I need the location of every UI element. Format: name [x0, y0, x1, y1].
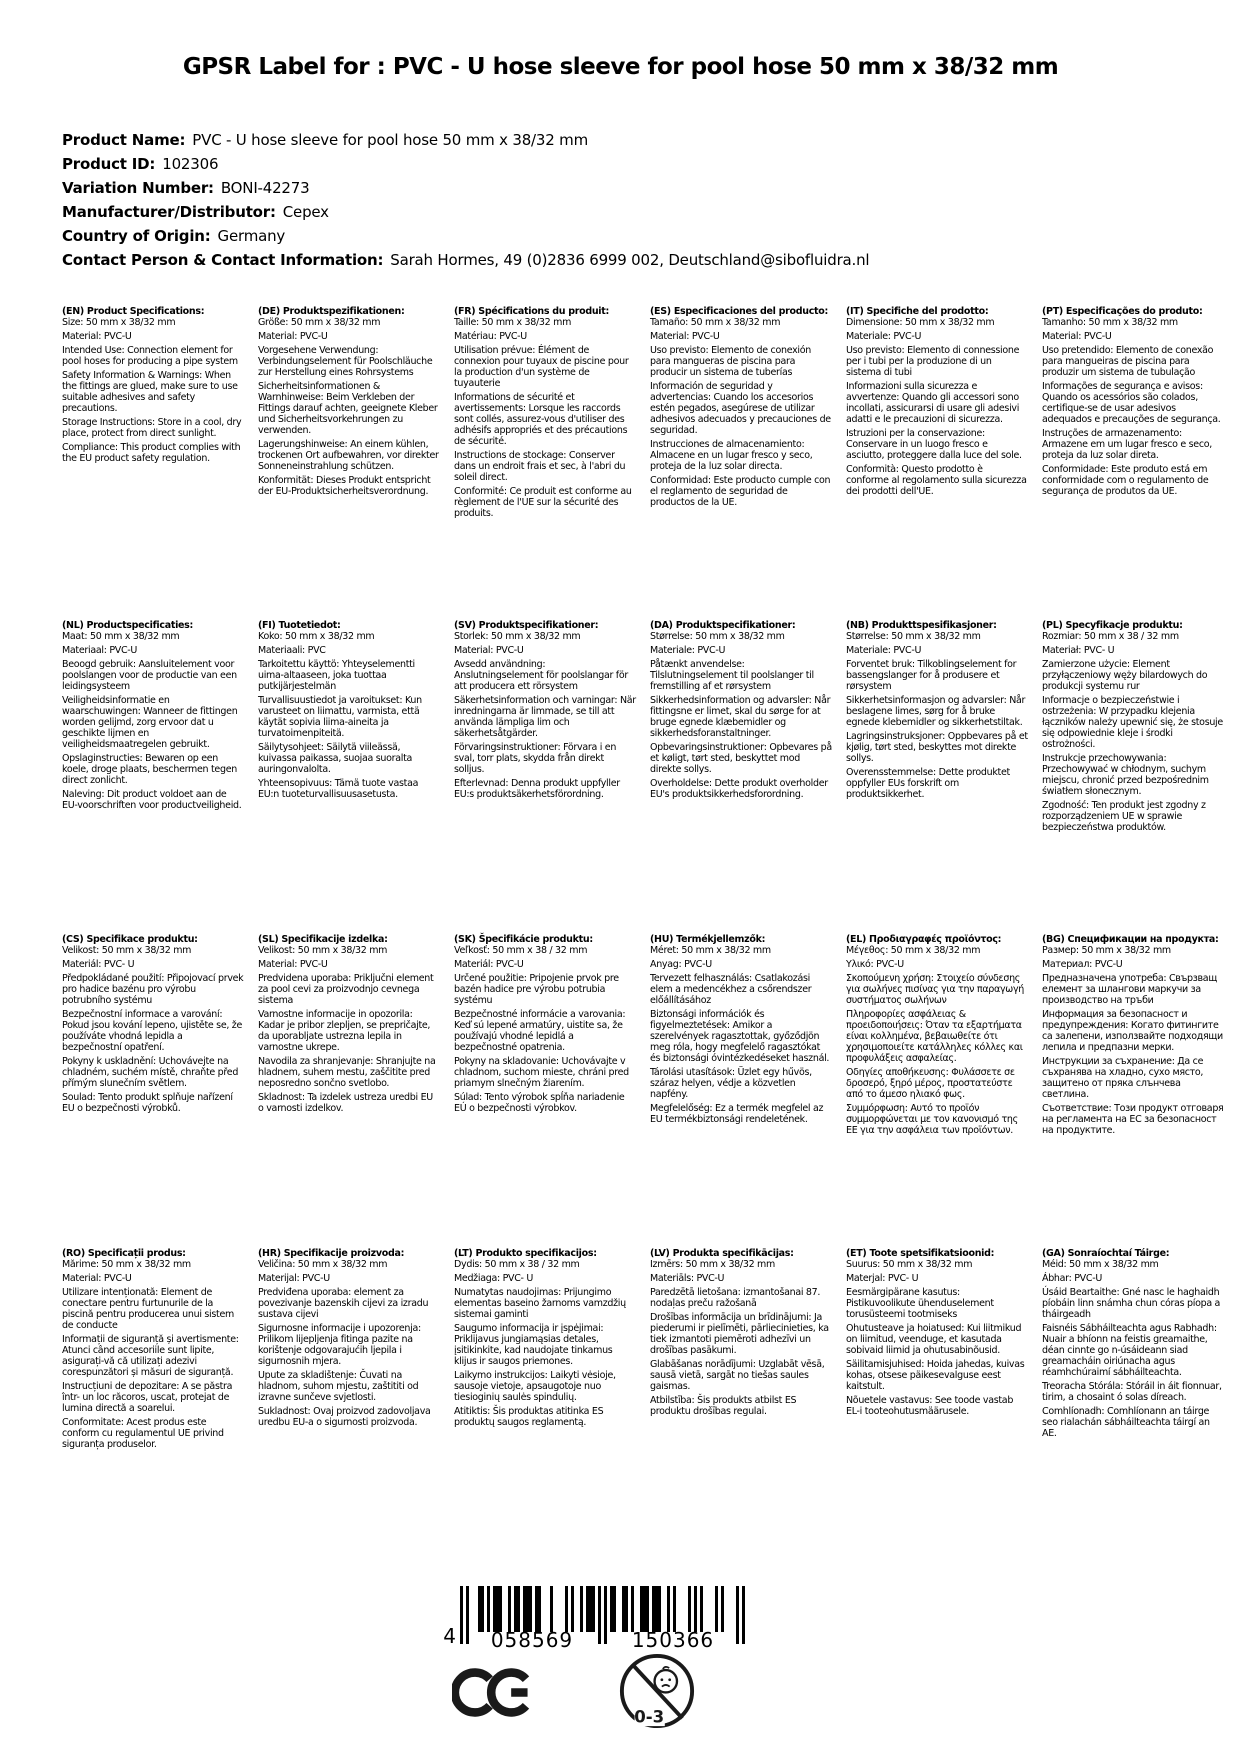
language-section	[846, 306, 1042, 620]
language-section	[846, 1248, 1042, 1562]
section-paragraph: Ohutusteave ja hoiatused: Kui liitmikud on liimitud, veenduge, et kasutada sobivaid liimid ja ohutusabinõusid.	[846, 1323, 1022, 1356]
product-info-value: Sarah Hormes, 49 (0)2836 6999 002, Deutschland@sibofluidra.nl	[390, 251, 870, 269]
product-info-line	[62, 128, 869, 152]
section-paragraph: Materiał: PVC- U	[1042, 645, 1115, 656]
language-section	[62, 1248, 258, 1562]
section-paragraph: Utilisation prévue: Élément de connexion pour tuyaux de piscine pour la production d'un système de tuyauterie	[454, 345, 629, 389]
section-paragraph: Størrelse: 50 mm x 38/32 mm	[846, 631, 981, 642]
section-paragraph: Navodila za shranjevanje: Shranjujte na hladnem, suhem mestu, zaščitite pred neposredno sončno svetlobo.	[258, 1056, 436, 1089]
language-section	[62, 934, 258, 1248]
section-paragraph: Материал: PVC-U	[1042, 959, 1123, 970]
barcode-digits-right: 150366	[631, 1628, 715, 1652]
section-paragraph: Upute za skladištenje: Čuvati na hladnom, suhom mjestu, zaštititi od izravne sunčeve svjetlosti.	[258, 1370, 419, 1403]
section-paragraph: Sicherheitsinformationen & Warnhinweise: Beim Verkleben der Fittings darauf achten, geeignete Kleber und Sicherheitsvorkehrungen zu verwenden.	[258, 381, 438, 436]
section-paragraph: Размер: 50 mm x 38/32 mm	[1042, 945, 1171, 956]
product-info-line	[62, 200, 869, 224]
ean13-barcode	[432, 1586, 752, 1658]
section-paragraph: Instructions de stockage: Conserver dans un endroit frais et sec, à l'abri du soleil direct.	[454, 450, 626, 483]
language-section	[454, 620, 650, 934]
section-paragraph: Sikkerhedsinformation og advarsler: Når fittingsne er limet, skal du sørge for at bruge egnede klæbemidler og sikkerhedsforanstaltninger.	[650, 695, 831, 739]
section-header: (RO) Specificații produs:	[62, 1248, 186, 1259]
product-info-line	[62, 248, 869, 272]
section-paragraph: Comhlíonadh: Comhlíonann an táirge seo rialachán sábháilteachta táirgí an AE.	[1042, 1406, 1210, 1439]
section-header: (PL) Specyfikacje produktu:	[1042, 620, 1183, 631]
section-paragraph: Určené použitie: Pripojenie prvok pre bazén hadice pre výrobu potrubia systému	[454, 973, 619, 1006]
section-paragraph: Yhteensopivuus: Tämä tuote vastaa EU:n tuoteturvallisuusasetusta.	[258, 778, 419, 800]
language-section	[454, 934, 650, 1248]
section-paragraph: Sikkerhetsinformasjon og advarsler: Når beslagene limes, sørg for å bruke egnede klebemidler og sikkerhetstiltak.	[846, 695, 1026, 728]
section-paragraph: Información de seguridad y advertencias: Cuando los accesorios estén pegados, asegúrese de utilizar adhesivos adecuados y precauciones de seguridad.	[650, 381, 831, 436]
section-paragraph: Ábhar: PVC-U	[1042, 1273, 1102, 1284]
section-paragraph: Medžiaga: PVC- U	[454, 1273, 534, 1284]
section-paragraph: Größe: 50 mm x 38/32 mm	[258, 317, 381, 328]
product-info-value: Germany	[217, 227, 286, 245]
section-paragraph: Faisnéis Sábháilteachta agus Rabhadh: Nuair a bhíonn na feistis greamaithe, déan cinnte go n-úsáideann siad greamacháin oiriúnacha agus réamhchúraimí sábháilteachta.	[1042, 1323, 1217, 1378]
section-paragraph: Säilitamisjuhised: Hoida jahedas, kuivas kohas, otsese päikesevalguse eest kaitstult.	[846, 1359, 1025, 1392]
section-paragraph: Zamierzone użycie: Element przyłączeniowy węży bilardowych do produkcji systemu rur	[1042, 659, 1208, 692]
section-paragraph: Material: PVC-U	[258, 959, 328, 970]
product-info-value: PVC - U hose sleeve for pool hose 50 mm x 38/32 mm	[192, 131, 588, 149]
section-paragraph: Taille: 50 mm x 38/32 mm	[454, 317, 572, 328]
section-paragraph: Conformité: Ce produit est conforme au règlement de l'UE sur la sécurité des produits.	[454, 486, 632, 519]
product-info-label: Country of Origin:	[62, 227, 211, 245]
section-paragraph: Atitiktis: Šis produktas atitinka ES produktų saugos reglamentą.	[454, 1406, 604, 1428]
section-paragraph: Utilizare intenționată: Element de conectare pentru furtunurile de la piscină pentru producerea unui sistem de conducte	[62, 1287, 234, 1331]
section-paragraph: Sigurnosne informacije i upozorenja: Prilikom lijepljenja fitinga pazite na korištenje odgovarajućih ljepila i sigurnosnih mjera.	[258, 1323, 421, 1367]
section-header: (CS) Specifikace produktu:	[62, 934, 198, 945]
section-paragraph: Předpokládané použití: Připojovací prvek pro hadice bazénu pro výrobu potrubního systému	[62, 973, 244, 1006]
product-info	[62, 128, 869, 272]
section-paragraph: Säkerhetsinformation och varningar: När inredningarna är limmade, se till att använda lämpliga lim och säkerhetsåtgärder.	[454, 695, 636, 739]
section-header: (EL) Προδιαγραφές προϊόντος:	[846, 934, 1002, 945]
language-section	[454, 1248, 650, 1562]
section-header: (GA) Sonraíochtaí Táirge:	[1042, 1248, 1170, 1259]
section-paragraph: Suurus: 50 mm x 38/32 mm	[846, 1259, 973, 1270]
section-paragraph: Uso previsto: Elemento de conexión para mangueras de piscina para producir un sistema de tuberías	[650, 345, 811, 378]
section-paragraph: Dimensione: 50 mm x 38/32 mm	[846, 317, 995, 328]
language-section	[62, 620, 258, 934]
section-paragraph: Safety Information & Warnings: When the fittings are glued, make sure to use suitable adhesives and safety precautions.	[62, 370, 238, 414]
section-paragraph: Instrucciones de almacenamiento: Almacene en un lugar fresco y seco, proteja de la luz solar directa.	[650, 439, 813, 472]
language-section	[650, 934, 846, 1248]
section-paragraph: Material: PVC-U	[62, 331, 132, 342]
section-paragraph: Materiál: PVC-U	[454, 959, 524, 970]
section-paragraph: Avsedd användning: Anslutningselement för poolslangar för att producera ett rörsystem	[454, 659, 628, 692]
section-paragraph: Maat: 50 mm x 38/32 mm	[62, 631, 180, 642]
section-paragraph: Veličina: 50 mm x 38/32 mm	[258, 1259, 388, 1270]
section-paragraph: Konformität: Dieses Produkt entspricht der EU-Produktsicherheitsverordnung.	[258, 475, 431, 497]
section-paragraph: Υλικό: PVC-U	[846, 959, 904, 970]
section-paragraph: Material: PVC-U	[650, 331, 720, 342]
section-paragraph: Turvallisuustiedot ja varoitukset: Kun varusteet on liimattu, varmista, että käytät sopivia liima-aineita ja turvatoimenpiteitä.	[258, 695, 422, 739]
section-paragraph: Biztonsági információk és figyelmeztetések: Amikor a szerelvények ragasztottak, győződjön meg róla, hogy megfelelő ragasztókat és biztonsági óvintézkedéseket használ.	[650, 1009, 830, 1064]
section-paragraph: Istruzioni per la conservazione: Conservare in un luogo fresco e asciutto, proteggere dalla luce del sole.	[846, 428, 1022, 461]
section-paragraph: Méret: 50 mm x 38/32 mm	[650, 945, 771, 956]
section-paragraph: Compliance: This product complies with the EU product safety regulation.	[62, 442, 241, 464]
section-paragraph: Инструкции за съхранение: Да се съхранява на хладно, сухо място, защитено от пряка слънчева светлина.	[1042, 1056, 1204, 1100]
section-header: (IT) Specifiche del prodotto:	[846, 306, 989, 317]
section-paragraph: Opslaginstructies: Bewaren op een koele, droge plaats, beschermen tegen direct zonlicht.	[62, 753, 237, 786]
section-paragraph: Úsáid Beartaithe: Gné nasc le haghaidh píobáin linn snámha chun córas píopa a tháirgeadh	[1042, 1287, 1221, 1320]
language-section	[258, 306, 454, 620]
product-info-label: Manufacturer/Distributor:	[62, 203, 276, 221]
section-header: (SK) Špecifikácie produktu:	[454, 934, 593, 945]
page-title: GPSR Label for : PVC - U hose sleeve for pool hose 50 mm x 38/32 mm	[182, 54, 1059, 80]
section-header: (PT) Especificações do produto:	[1042, 306, 1203, 317]
section-paragraph: Material: PVC-U	[258, 331, 328, 342]
section-paragraph: Materijal: PVC-U	[258, 1273, 330, 1284]
section-paragraph: Velikost: 50 mm x 38/32 mm	[258, 945, 388, 956]
section-paragraph: Pokyny na skladovanie: Uchovávajte v chladnom, suchom mieste, chráni pred priamym slnečným žiarením.	[454, 1056, 629, 1089]
section-header: (SV) Produktspecifikationer:	[454, 620, 599, 631]
section-paragraph: Tervezett felhasználás: Csatlakozási elem a medencékhez a csőrendszer előállításához	[650, 973, 812, 1006]
section-header: (DA) Produktspecifikationer:	[650, 620, 796, 631]
language-section	[62, 306, 258, 620]
language-section	[454, 306, 650, 620]
section-paragraph: Säilytysohjeet: Säilytä viileässä, kuivassa paikassa, suojaa suoralta auringonvalolta.	[258, 742, 413, 775]
language-section	[258, 934, 454, 1248]
section-paragraph: Predviđena uporaba: element za povezivanje bazenskih cijevi za izradu sustava cijevi	[258, 1287, 429, 1320]
section-paragraph: Naleving: Dit product voldoet aan de EU-voorschriften voor productveiligheid.	[62, 789, 242, 811]
section-paragraph: Materiaali: PVC	[258, 645, 326, 656]
section-paragraph: Съответствие: Този продукт отговаря на регламента на ЕС за безопасност на продуктите.	[1042, 1103, 1224, 1136]
section-paragraph: Materjal: PVC- U	[846, 1273, 919, 1284]
age-warning-0-3-icon	[618, 1652, 696, 1730]
section-paragraph: Zgodność: Ten produkt jest zgodny z rozporządzeniem UE w sprawie bezpieczeństwa produktów.	[1042, 800, 1206, 833]
language-section	[1042, 1248, 1238, 1562]
language-section	[258, 1248, 454, 1562]
product-info-value: 102306	[162, 155, 219, 173]
section-paragraph: Treoracha Stórála: Stóráil in áit fionnuar, tirim, a chosaint ó solas díreach.	[1042, 1381, 1222, 1403]
section-paragraph: Glabāšanas norādījumi: Uzglabāt vēsā, sausā vietā, sargāt no tiešas saules gaismas.	[650, 1359, 825, 1392]
product-info-value: Cepex	[282, 203, 329, 221]
section-paragraph: Conformidade: Este produto está em conformidade com o regulamento de segurança de produtos da UE.	[1042, 464, 1209, 497]
section-paragraph: Μέγεθος: 50 mm x 38/32 mm	[846, 945, 981, 956]
ce-mark-icon	[452, 1664, 534, 1721]
section-paragraph: Rozmiar: 50 mm x 38 / 32 mm	[1042, 631, 1179, 642]
section-paragraph: Instrucțiuni de depozitare: A se păstra într- un loc răcoros, uscat, protejat de lumina directă a soarelui.	[62, 1381, 233, 1414]
product-info-line	[62, 152, 869, 176]
section-paragraph: Bezpečnostné informácie a varovania: Keď sú lepené armatúry, uistite sa, že používajú vhodné lepidlá a bezpečnostné opatrenia.	[454, 1009, 626, 1053]
product-info-label: Variation Number:	[62, 179, 214, 197]
section-header: (HR) Specifikacije proizvoda:	[258, 1248, 405, 1259]
product-info-line	[62, 224, 869, 248]
section-paragraph: Veiligheidsinformatie en waarschuwingen: Wanneer de fittingen worden gelijmd, zorg ervoor dat u geschikte lijmen en veiligheidsmaatregelen gebruikt.	[62, 695, 238, 750]
section-paragraph: Tamaño: 50 mm x 38/32 mm	[650, 317, 781, 328]
section-paragraph: Nõuetele vastavus: See toode vastab EL-i tooteohutusmäärusele.	[846, 1395, 1014, 1417]
section-header: (ES) Especificaciones del producto:	[650, 306, 828, 317]
section-header: (DE) Produktspezifikationen:	[258, 306, 405, 317]
section-paragraph: Materiāls: PVC-U	[650, 1273, 725, 1284]
section-paragraph: Storage Instructions: Store in a cool, dry place, protect from direct sunlight.	[62, 417, 242, 439]
section-header: (FI) Tuotetiedot:	[258, 620, 341, 631]
product-info-value: BONI-42273	[220, 179, 310, 197]
section-header: (ET) Toote spetsifikatsioonid:	[846, 1248, 995, 1259]
section-paragraph: Eesmärgipärane kasutus: Pistikuvoolikute ühenduselement torusüsteemi tootmiseks	[846, 1287, 994, 1320]
section-paragraph: Informacje o bezpieczeństwie i ostrzeżenia: W przypadku klejenia łączników należy upewnić się, że stosuje się odpowiednie kleje i środki ostrożności.	[1042, 695, 1223, 750]
product-info-label: Product ID:	[62, 155, 156, 173]
section-paragraph: Informazioni sulla sicurezza e avvertenze: Quando gli accessori sono incollati, assicurarsi di usare gli adesivi adatti e le precauzioni di sicurezza.	[846, 381, 1020, 425]
barcode-digits-left: 058569	[490, 1628, 574, 1652]
section-paragraph: Saugumo informacija ir įspėjimai: Priklijavus jungiamąsias detales, įsitikinkite, kad naudojate tinkamus klijus ir saugos priemones.	[454, 1323, 613, 1367]
section-paragraph: Conformità: Questo prodotto è conforme al regolamento sulla sicurezza dei prodotti dell'UE.	[846, 464, 1027, 497]
section-header: (LV) Produkta specifikācijas:	[650, 1248, 794, 1259]
section-paragraph: Materiál: PVC- U	[62, 959, 135, 970]
section-paragraph: Lagerungshinweise: An einem kühlen, trockenen Ort aufbewahren, vor direkter Sonneneinstrahlung schützen.	[258, 439, 439, 472]
section-paragraph: Overholdelse: Dette produkt overholder EU's produktsikkerhedsforordning.	[650, 778, 828, 800]
language-section	[846, 620, 1042, 934]
product-info-label: Contact Person & Contact Information:	[62, 251, 384, 269]
section-paragraph: Predvidena uporaba: Priključni element za pool cevi za proizvodnjo cevnega sistema	[258, 973, 434, 1006]
section-paragraph: Megfelelőség: Ez a termék megfelel az EU termékbiztonsági rendeletének.	[650, 1103, 824, 1125]
section-paragraph: Instruções de armazenamento: Armazene em um lugar fresco e seco, proteja da luz solar direta.	[1042, 428, 1212, 461]
section-paragraph: Σκοπούμενη χρήση: Στοιχείο σύνδεσης για σωλήνες πισίνας για την παραγωγή συστήματος σωλήνων	[846, 973, 1024, 1006]
section-paragraph: Tárolási utasítások: Üzlet egy hűvös, száraz helyen, védje a közvetlen napfény.	[650, 1067, 812, 1100]
section-paragraph: Предназначена употреба: Свързващ елемент за шлангови маркучи за производство на тръби	[1042, 973, 1217, 1006]
section-header: (HU) Termékjellemzők:	[650, 934, 766, 945]
section-paragraph: Vorgesehene Verwendung: Verbindungselement für Poolschläuche zur Herstellung eines Rohrsystems	[258, 345, 433, 378]
section-paragraph: Numatytas naudojimas: Prijungimo elementas baseino žarnoms vamzdžių sistemai gaminti	[454, 1287, 626, 1320]
language-section	[650, 306, 846, 620]
section-paragraph: Förvaringsinstruktioner: Förvara i en sval, torr plats, skydda från direkt solljus.	[454, 742, 617, 775]
section-paragraph: Koko: 50 mm x 38/32 mm	[258, 631, 375, 642]
section-paragraph: Οδηγίες αποθήκευσης: Φυλάσσετε σε δροσερό, ξηρό μέρος, προστατεύστε από το άμεσο ηλιακό φως.	[846, 1067, 1015, 1100]
barcode-prefix-digit: 4	[443, 1624, 456, 1648]
section-paragraph: Varnostne informacije in opozorila: Kadar je pribor zlepljen, se prepričajte, da uporabljate ustrezna lepila in varnostne ukrepe.	[258, 1009, 431, 1053]
language-section	[650, 1248, 846, 1562]
section-paragraph: Beoogd gebruik: Aansluitelement voor poolslangen voor de productie van een leidingsysteem	[62, 659, 237, 692]
section-paragraph: Størrelse: 50 mm x 38/32 mm	[650, 631, 785, 642]
language-section	[650, 620, 846, 934]
section-paragraph: Påtænkt anvendelse: Tilslutningselement til poolslanger til fremstilling af et rørsystem	[650, 659, 814, 692]
language-section	[846, 934, 1042, 1248]
section-paragraph: Συμμόρφωση: Αυτό το προϊόν συμμορφώνεται με τον κανονισμό της ΕΕ για την ασφάλεια των προϊόντων.	[846, 1103, 1018, 1136]
section-paragraph: Forventet bruk: Tilkoblingselement for bassengslanger for å produsere et rørsystem	[846, 659, 1017, 692]
age-warning-label: 0-3	[634, 1707, 665, 1727]
section-paragraph: Uso pretendido: Elemento de conexão para mangueiras de piscina para produzir um sistema de tubulação	[1042, 345, 1214, 378]
section-paragraph: Materiaal: PVC-U	[62, 645, 138, 656]
section-paragraph: Информация за безопасност и предупреждения: Когато фитингите са залепени, използвайте подходящи лепила и предпазни мерки.	[1042, 1009, 1223, 1053]
section-paragraph: Drošības informācija un brīdinājumi: Ja piederumi ir pielīmēti, pārliecinieties, ka tiek izmantoti piemēroti adhezīvi un drošības pasākumi.	[650, 1312, 829, 1356]
section-header: (EN) Product Specifications:	[62, 306, 205, 317]
section-paragraph: Πληροφορίες ασφάλειας & προειδοποιήσεις: Όταν τα εξαρτήματα είναι κολλημένα, βεβαιωθείτε ότι χρησιμοποιείτε κατάλληλες κόλλες και προφυλάξεις ασφαλείας.	[846, 1009, 1023, 1064]
language-section	[1042, 934, 1238, 1248]
section-header: (LT) Produkto specifikacijos:	[454, 1248, 597, 1259]
section-paragraph: Materiale: PVC-U	[846, 645, 922, 656]
product-info-label: Product Name:	[62, 131, 186, 149]
section-paragraph: Intended Use: Connection element for pool hoses for producing a pipe system	[62, 345, 238, 367]
section-paragraph: Súlad: Tento výrobok spĺňa nariadenie EÚ o bezpečnosti výrobkov.	[454, 1092, 625, 1114]
section-header: (NL) Productspecificaties:	[62, 620, 194, 631]
section-paragraph: Tamanho: 50 mm x 38/32 mm	[1042, 317, 1178, 328]
section-paragraph: Soulad: Tento produkt splňuje nařízení EU o bezpečnosti výrobků.	[62, 1092, 233, 1114]
section-paragraph: Uso previsto: Elemento di connessione per i tubi per la produzione di un sistema di tubi	[846, 345, 1020, 378]
section-paragraph: Mărime: 50 mm x 38/32 mm	[62, 1259, 191, 1270]
section-paragraph: Atbilstība: Šis produkts atbilst ES produktu drošības regulai.	[650, 1395, 797, 1417]
section-paragraph: Conformidad: Este producto cumple con el reglamento de seguridad de productos de la UE.	[650, 475, 831, 508]
section-paragraph: Méid: 50 mm x 38/32 mm	[1042, 1259, 1159, 1270]
section-paragraph: Anyag: PVC-U	[650, 959, 712, 970]
section-paragraph: Matériau: PVC-U	[454, 331, 527, 342]
section-header: (NB) Produkttspesifikasjoner:	[846, 620, 997, 631]
section-paragraph: Laikymo instrukcijos: Laikyti vėsioje, sausoje vietoje, apsaugotoje nuo tiesioginių saulės spindulių.	[454, 1370, 616, 1403]
section-paragraph: Tarkoitettu käyttö: Yhteyselementti uima-altaaseen, joka tuottaa putkijärjestelmän	[258, 659, 415, 692]
section-paragraph: Lagringsinstruksjoner: Oppbevares på et kjølig, tørt sted, beskyttes mot direkte sollys.	[846, 731, 1028, 764]
section-header: (BG) Спецификации на продукта:	[1042, 934, 1219, 945]
section-paragraph: Size: 50 mm x 38/32 mm	[62, 317, 176, 328]
section-paragraph: Conformitate: Acest produs este conform cu regulamentul UE privind siguranța produselor.	[62, 1417, 224, 1450]
section-paragraph: Pokyny k uskladnění: Uchovávejte na chladném, suchém místě, chraňte před přímým slunečním světlem.	[62, 1056, 239, 1089]
section-paragraph: Veľkosť: 50 mm x 38 / 32 mm	[454, 945, 588, 956]
section-paragraph: Material: PVC-U	[454, 645, 524, 656]
language-section	[258, 620, 454, 934]
section-paragraph: Overensstemmelse: Dette produktet oppfyller EUs forskrift om produktsikkerhet.	[846, 767, 1010, 800]
section-header: (SL) Specifikacije izdelka:	[258, 934, 388, 945]
section-paragraph: Skladnost: Ta izdelek ustreza uredbi EU o varnosti izdelkov.	[258, 1092, 433, 1114]
section-paragraph: Bezpečnostní informace a varování: Pokud jsou kování lepeno, ujistěte se, že používáte vhodná lepidla a bezpečnostní opatření.	[62, 1009, 243, 1053]
section-paragraph: Efterlevnad: Denna produkt uppfyller EU:s produktsäkerhetsförordning.	[454, 778, 620, 800]
section-paragraph: Informações de segurança e avisos: Quando os acessórios são colados, certifique-se de usar adesivos adequados e precauções de segurança.	[1042, 381, 1221, 425]
section-paragraph: Informations de sécurité et avertissements: Lorsque les raccords sont collés, assurez-vous d'utiliser des adhésifs appropriés et des précautions de sécurité.	[454, 392, 628, 447]
section-paragraph: Storlek: 50 mm x 38/32 mm	[454, 631, 581, 642]
section-header: (FR) Spécifications du produit:	[454, 306, 609, 317]
section-paragraph: Material: PVC-U	[1042, 331, 1112, 342]
section-paragraph: Paredzētā lietošana: izmantošanai 87. nodaļas preču ražošanā	[650, 1287, 821, 1309]
section-paragraph: Materiale: PVC-U	[846, 331, 922, 342]
section-paragraph: Instrukcje przechowywania: Przechowywać w chłodnym, suchym miejscu, chronić przed bezpośrednim światłem słonecznym.	[1042, 753, 1209, 797]
section-paragraph: Materiale: PVC-U	[650, 645, 726, 656]
section-paragraph: Izmērs: 50 mm x 38/32 mm	[650, 1259, 775, 1270]
language-section	[1042, 306, 1238, 620]
baby-face-glyph	[655, 1667, 677, 1693]
product-info-line	[62, 176, 869, 200]
section-paragraph: Material: PVC-U	[62, 1273, 132, 1284]
language-section	[1042, 620, 1238, 934]
section-paragraph: Velikost: 50 mm x 38/32 mm	[62, 945, 192, 956]
language-sections-grid	[62, 306, 1238, 1562]
section-paragraph: Opbevaringsinstruktioner: Opbevares på et køligt, tørt sted, beskyttet mod direkte sollys.	[650, 742, 832, 775]
section-paragraph: Dydis: 50 mm x 38 / 32 mm	[454, 1259, 580, 1270]
section-paragraph: Sukladnost: Ovaj proizvod zadovoljava uredbu EU-a o sigurnosti proizvoda.	[258, 1406, 431, 1428]
section-paragraph: Informații de siguranță și avertismente: Atunci când accesoriile sunt lipite, asigurați-vă că utilizați adezivi corespunzători și măsuri de siguranță.	[62, 1334, 239, 1378]
